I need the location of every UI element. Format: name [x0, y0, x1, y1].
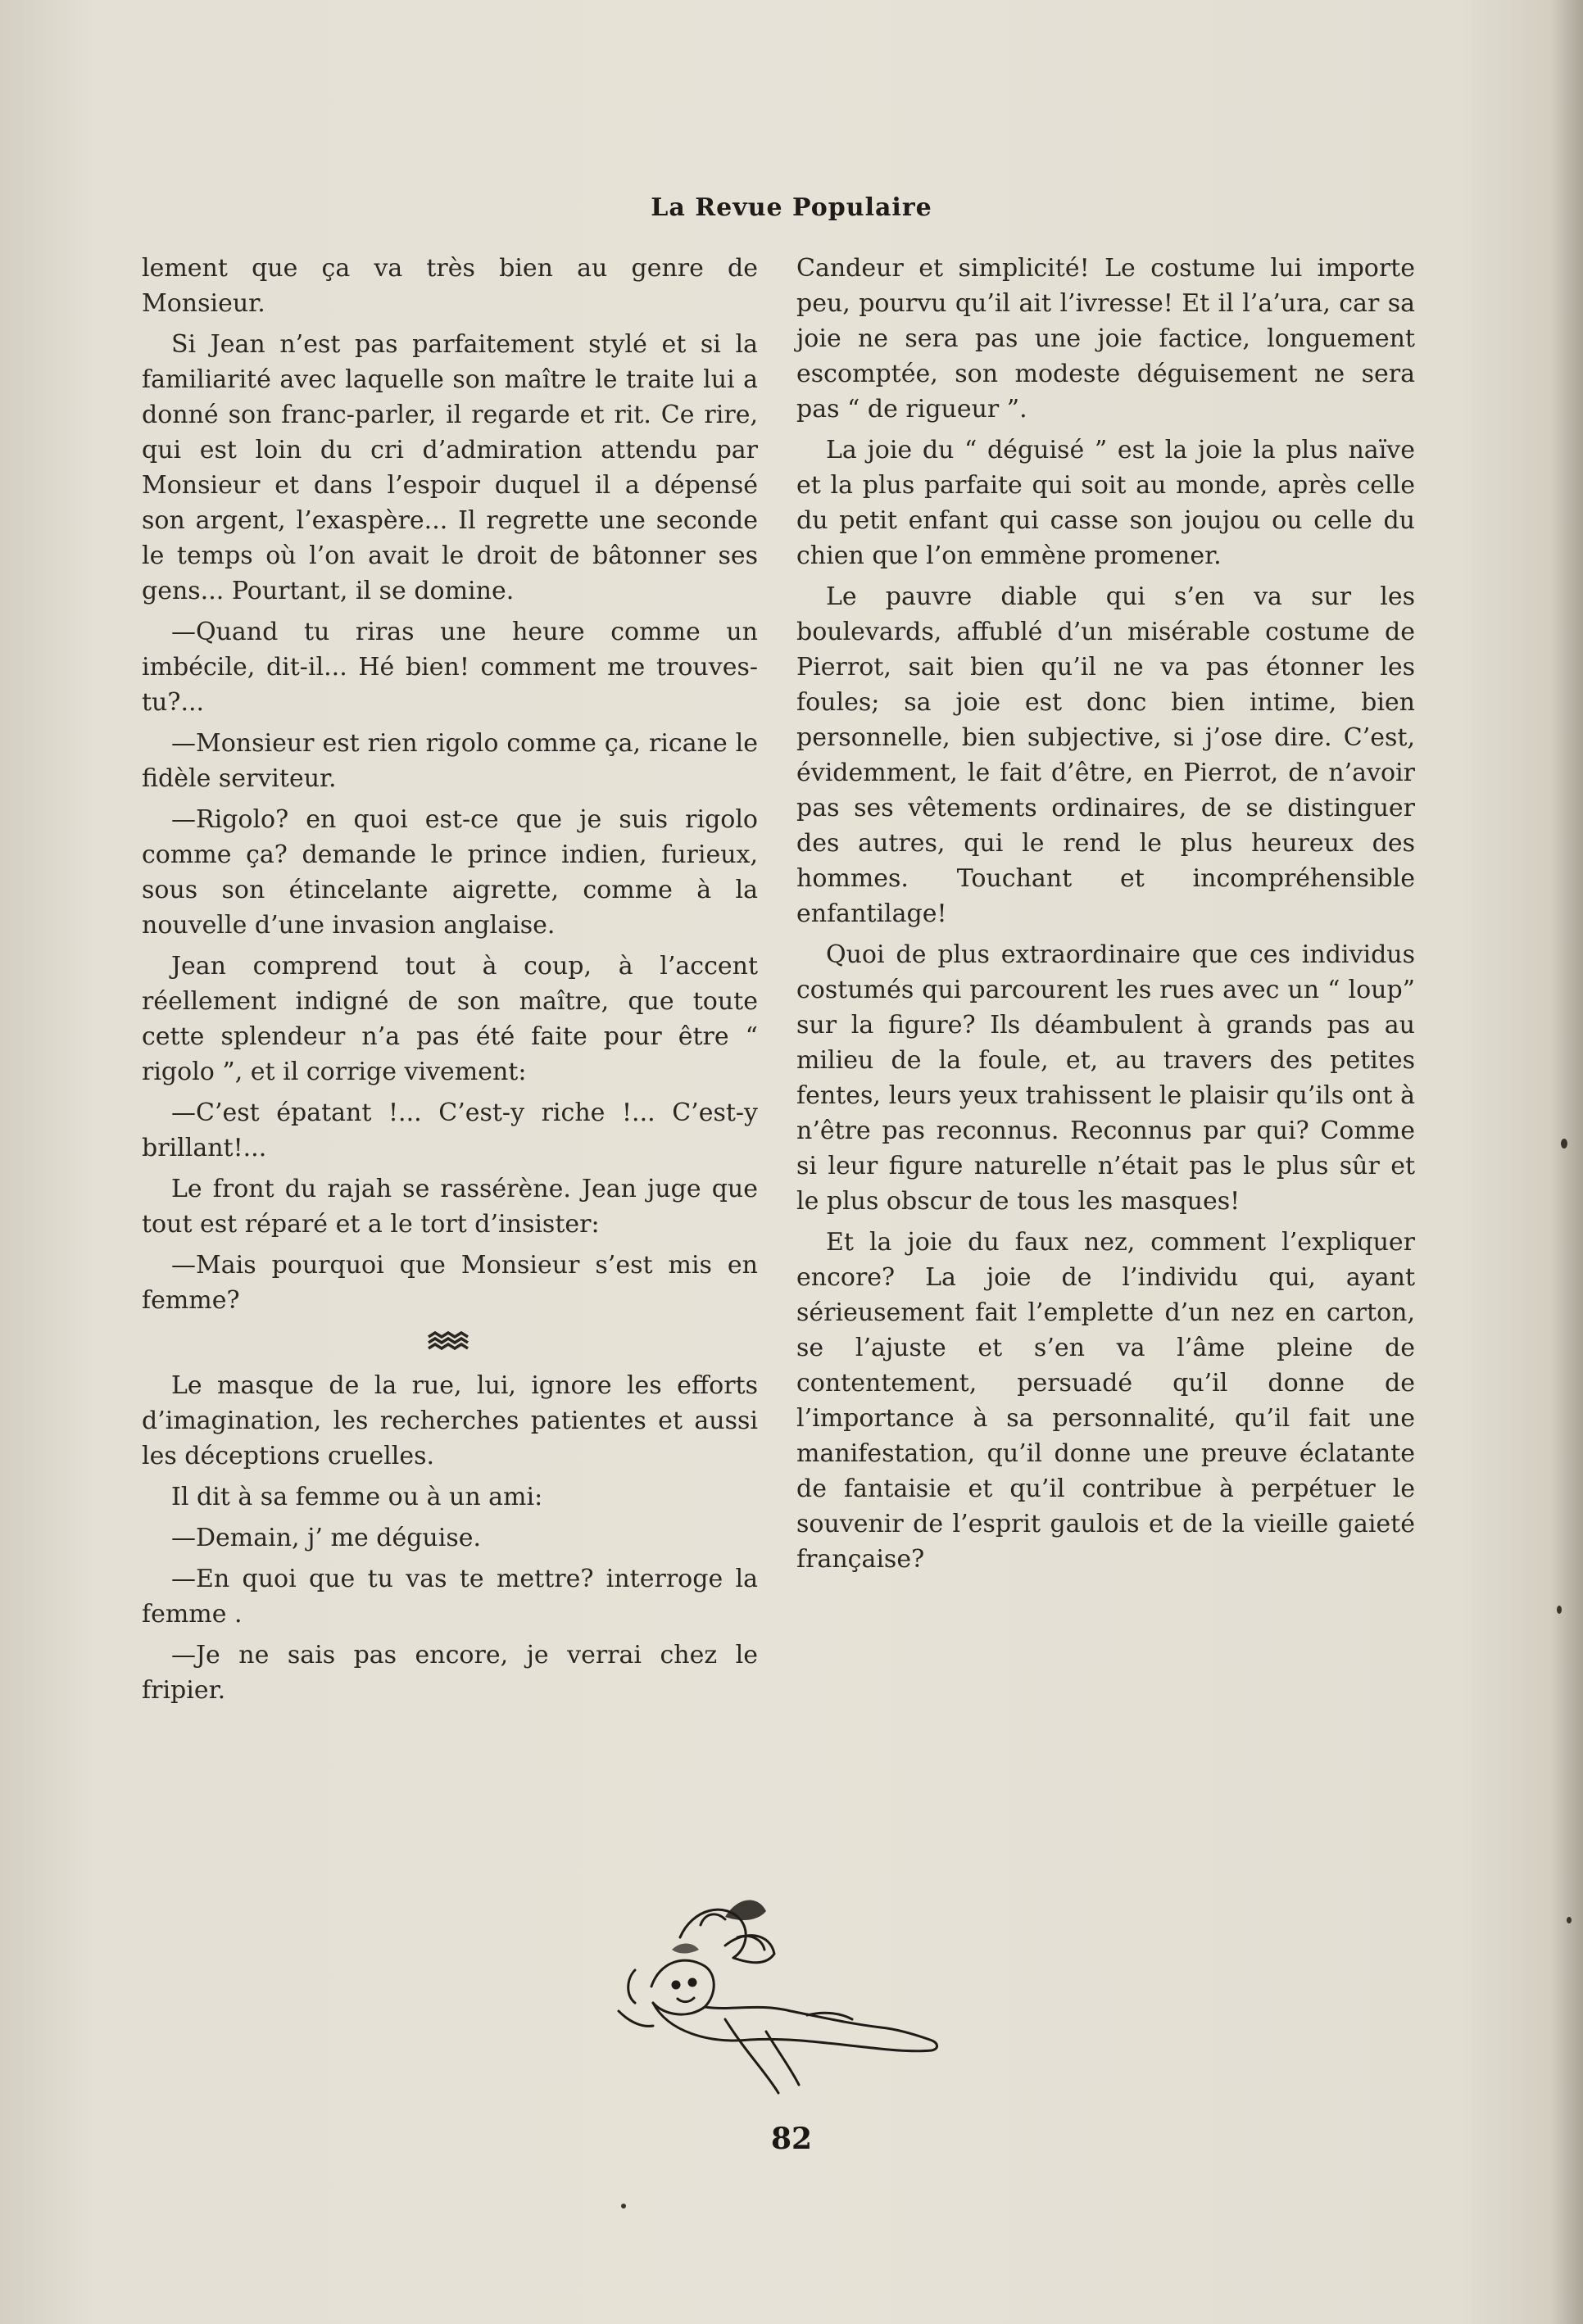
- left-column: [142, 251, 758, 1714]
- wave-ornament-icon: [425, 1330, 474, 1352]
- paragraph: Et la joie du faux nez, comment l’expliquer encore? La joie de l’individu qui, ayant sérieusement fait l’emplette d’un nez en carton, se l’ajuste et s’en va l’âme pleine de contentement, persuadé qu’il donne de l’importance à sa personnalité, qu’il fait une manifestation, qu’il donne une preuve éclatante de fantaisie et qu’il contribue à perpétuer le souvenir de l’esprit gaulois et de la vieille gaieté française?: [796, 1228, 1415, 1574]
- margin-speck: [1567, 1917, 1572, 1923]
- dialogue-line: —Monsieur est rien rigolo comme ça, ricane le fidèle serviteur.: [142, 729, 758, 793]
- margin-speck: [1557, 1606, 1562, 1614]
- paragraph: Si Jean n’est pas parfaitement stylé et si la familiarité avec laquelle son maître le traite lui a donné son franc-parler, il regarde et rit. Ce rire, qui est loin du cri d’admiration attendu par Monsieur et dans l’espoir duquel il a dépensé son argent, l’exaspère... Il regrette une seconde le temps où l’on avait le droit de bâtonner ses gens... Pourtant, il se domine.: [142, 330, 758, 605]
- dialogue-line: —Quand tu riras une heure comme un imbécile, dit-il... Hé bien! comment me trouves-tu?...: [142, 618, 758, 717]
- paragraph: Le front du rajah se rassérène. Jean juge que tout est réparé et a le tort d’insister:: [142, 1175, 758, 1239]
- paragraph: Le pauvre diable qui s’en va sur les boulevards, affublé d’un misérable costume de Pierrot, sait bien qu’il ne va pas étonner les foules; sa joie est donc bien intime, bien personnelle, bien subjective, si j’ose dire. C’est, évidemment, le fait d’être, en Pierrot, de n’avoir pas ses vêtements ordinaires, de se distinguer des autres, qui le rend le plus heureux des hommes. Touchant et incompréhensible enfantilage!: [796, 582, 1415, 928]
- paragraph: La joie du “ déguisé ” est la joie la plus naïve et la plus parfaite qui soit au monde, après celle du petit enfant qui casse son joujou ou celle du chien que l’on emmène promener.: [796, 436, 1415, 570]
- paragraph: Candeur et simplicité! Le costume lui importe peu, pourvu qu’il ait l’ivresse! Et il l’a’ura, car sa joie ne sera pas une joie factice, longuement escomptée, son modeste déguisement ne sera pas “ de rigueur ”.: [796, 254, 1415, 424]
- paragraph: lement que ça va très bien au genre de Monsieur.: [142, 254, 758, 318]
- dialogue-line: —En quoi que tu vas te mettre? interroge la femme .: [142, 1565, 758, 1629]
- margin-speck: [1561, 1139, 1567, 1148]
- cherub-illustration: [602, 1888, 963, 2118]
- margin-speck: [621, 2204, 626, 2208]
- page-edge-shadow: [1550, 0, 1583, 2324]
- paragraph: Jean comprend tout à coup, à l’accent réellement indigné de son maître, que toute cette splendeur n’a pas été faite pour être “ rigolo ”, et il corrige vivement:: [142, 952, 758, 1086]
- dialogue-line: —Je ne sais pas encore, je verrai chez le fripier.: [142, 1641, 758, 1705]
- paragraph: Quoi de plus extraordinaire que ces individus costumés qui parcourent les rues avec un “ loup” sur la figure? Ils déambulent à grands pas au milieu de la foule, et, au travers des petites fentes, leurs yeux trahissent le plaisir qu’ils ont à n’être pas reconnus. Reconnus par qui? Comme si leur figure naturelle n’était pas le plus sûr et le plus obscur de tous les masques!: [796, 940, 1415, 1216]
- paragraph: Il dit à sa femme ou à un ami:: [171, 1483, 543, 1511]
- right-column: [796, 251, 1415, 1583]
- dialogue-line: —Mais pourquoi que Monsieur s’est mis en femme?: [142, 1251, 758, 1315]
- dialogue-line: —C’est épatant !... C’est-y riche !... C’est-y brillant!...: [142, 1099, 758, 1162]
- paragraph: Le masque de la rue, lui, ignore les efforts d’imagination, les recherches patientes et aussi les déceptions cruelles.: [142, 1371, 758, 1470]
- section-ornament: [142, 1326, 758, 1361]
- dialogue-line: —Rigolo? en quoi est-ce que je suis rigolo comme ça? demande le prince indien, furieux, sous son étincelante aigrette, comme à la nouvelle d’une invasion anglaise.: [142, 805, 758, 940]
- dialogue-line: —Demain, j’ me déguise.: [171, 1524, 482, 1552]
- running-title: La Revue Populaire: [651, 193, 932, 222]
- page-number: 82: [770, 2122, 813, 2156]
